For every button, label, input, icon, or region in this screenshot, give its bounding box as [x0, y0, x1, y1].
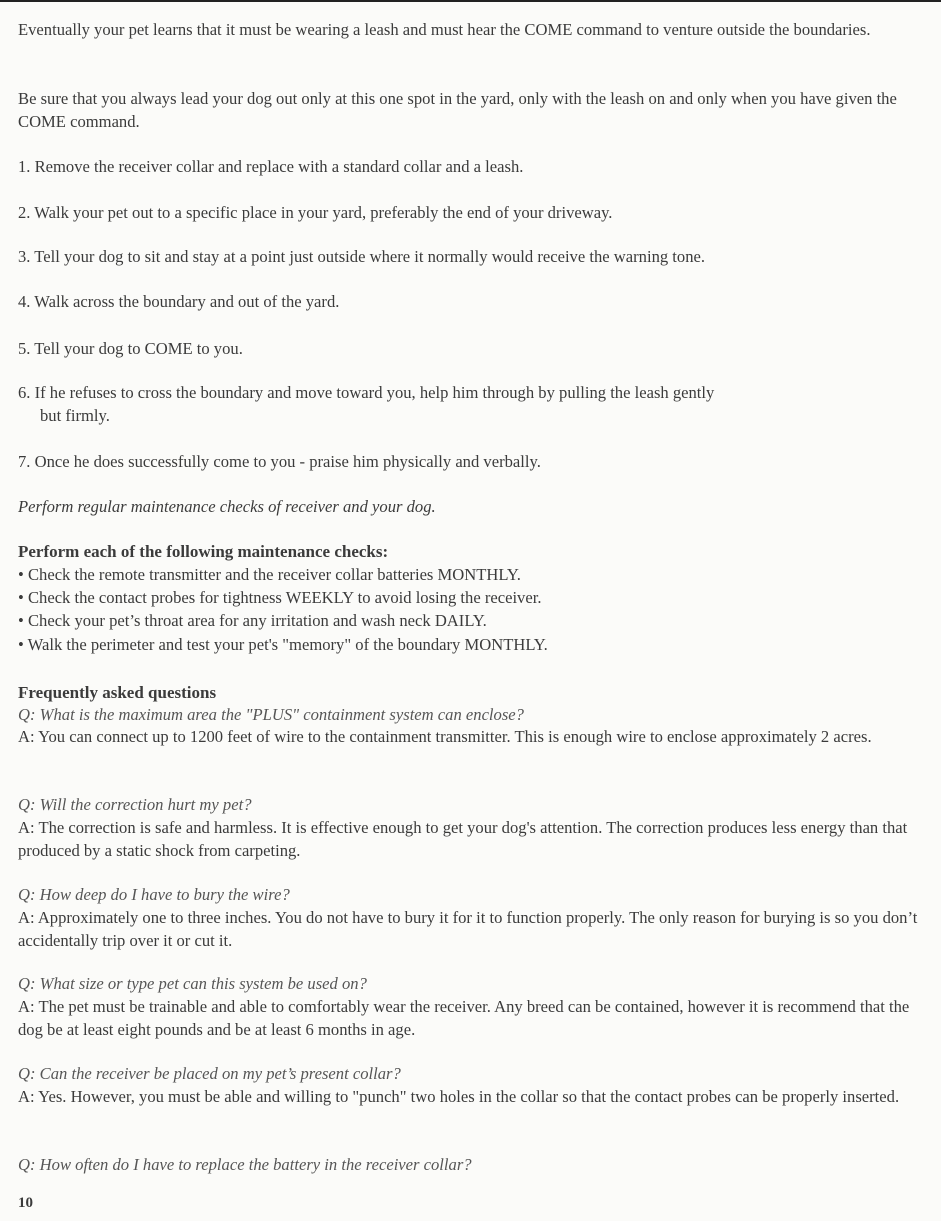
step-7: 7. Once he does successfully come to you - praise him physically and verbally. [18, 452, 541, 471]
maintenance-heading: Perform each of the following maintenance checks: [18, 542, 389, 561]
intro-paragraph-2: Be sure that you always lead your dog out only at this one spot in the yard, only with the leash on and only when you have given the COME command. [18, 89, 897, 131]
step-5: 5. Tell your dog to COME to you. [18, 339, 243, 358]
faq-question: Q: How deep do I have to bury the wire? [18, 885, 290, 904]
faq-answer: A: You can connect up to 1200 feet of wire to the containment transmitter. This is enough wire to enclose approximately 2 acres. [18, 727, 872, 746]
faq-question: Q: What size or type pet can this system be used on? [18, 974, 367, 993]
maintenance-item: • Walk the perimeter and test your pet's "memory" of the boundary MONTHLY. [18, 635, 548, 654]
faq-answer: A: Approximately one to three inches. You do not have to bury it for it to function properly. The only reason for burying is so you don’t accidentally trip over it or cut it. [18, 908, 918, 950]
top-rule [0, 0, 941, 2]
intro-paragraph-1: Eventually your pet learns that it must be wearing a leash and must hear the COME command to venture outside the boundaries. [18, 20, 871, 39]
faq-answer: A: The pet must be trainable and able to comfortably wear the receiver. Any breed can be contained, however it is recommend that the dog be at least eight pounds and be at least 6 months in age. [18, 997, 910, 1039]
faq-heading: Frequently asked questions [18, 683, 217, 702]
faq-question: Q: Can the receiver be placed on my pet’s present collar? [18, 1064, 401, 1083]
maintenance-note: Perform regular maintenance checks of receiver and your dog. [18, 497, 436, 516]
faq-question: Q: How often do I have to replace the battery in the receiver collar? [18, 1155, 472, 1174]
faq-answer: A: Yes. However, you must be able and willing to "punch" two holes in the collar so that the contact probes can be properly inserted. [18, 1087, 900, 1106]
step-4: 4. Walk across the boundary and out of the yard. [18, 292, 340, 311]
maintenance-item: • Check the remote transmitter and the receiver collar batteries MONTHLY. [18, 565, 521, 584]
faq-question: Q: Will the correction hurt my pet? [18, 795, 252, 814]
step-6: 6. If he refuses to cross the boundary and move toward you, help him through by pulling the leash gently [18, 383, 715, 402]
maintenance-item: • Check the contact probes for tightness WEEKLY to avoid losing the receiver. [18, 588, 542, 607]
step-1: 1. Remove the receiver collar and replace with a standard collar and a leash. [18, 157, 524, 176]
step-6-continuation: but firmly. [40, 406, 110, 425]
faq-question: Q: What is the maximum area the "PLUS" containment system can enclose? [18, 705, 524, 724]
step-3: 3. Tell your dog to sit and stay at a point just outside where it normally would receive the warning tone. [18, 247, 706, 266]
step-2: 2. Walk your pet out to a specific place in your yard, preferably the end of your driveway. [18, 203, 613, 222]
page-number: 10 [18, 1195, 33, 1211]
faq-answer: A: The correction is safe and harmless. It is effective enough to get your dog's attention. The correction produces less energy than that produced by a static shock from carpeting. [18, 818, 908, 860]
maintenance-item: • Check your pet’s throat area for any irritation and wash neck DAILY. [18, 611, 487, 630]
